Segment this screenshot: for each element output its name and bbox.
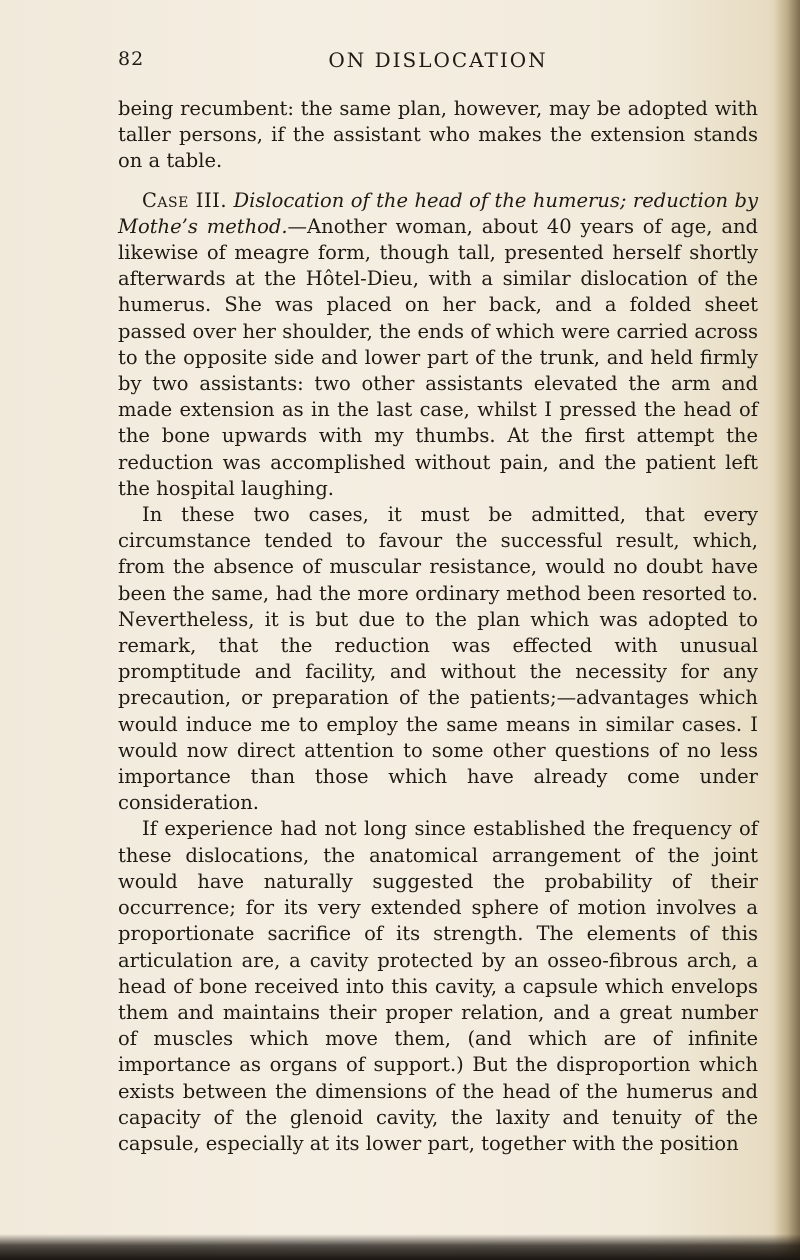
paragraph-continuation: being recumbent: the same plan, however, may be adopted with taller persons, if the assistant who makes the extension stands on a table. bbox=[118, 97, 758, 173]
spine-shadow bbox=[774, 0, 800, 1260]
case-label: Case III. bbox=[142, 188, 228, 212]
page-header bbox=[118, 48, 758, 78]
case-text: —Another woman, about 40 years of age, and likewise of meagre form, though tall, presented herself shortly afterwards at the Hôtel-Dieu, with a similar dislocation of the humerus. She was placed on her back, and a folded sheet passed over her shoulder, the ends of which were carried across to the opposite side and lower part of the trunk, and held firmly by two assistants: two other assistants elevated the arm and made extension as in the last case, whilst I pressed the head of the bone upwards with my thumbs. At the first attempt the reduction was accomplished without pain, and the patient left the hospital laughing. bbox=[118, 214, 758, 500]
page-number: 82 bbox=[118, 48, 145, 70]
page-bottom-edge bbox=[0, 1234, 800, 1260]
paragraph-experience: If experience had not long since established the frequency of these dislocations, the anatomical arrangement of the joint would have naturally suggested the probability of their occurrence; for its very extended sphere of motion involves a proportionate sacrifice of its strength. The elements of this articulation are, a cavity protected by an osseo-fibrous arch, a head of bone received into this cavity, a capsule which envelops them and maintains their proper relation, and a great number of muscles which move them, (and which are of infinite importance as organs of support.) But the disproportion which exists between the dimensions of the head of the humerus and capacity of the glenoid cavity, the laxity and tenuity of the capsule, especially at its lower part, together with the position bbox=[118, 817, 758, 1155]
paragraph-case-three bbox=[118, 188, 758, 502]
case-title: Dislocation of the head of the humerus; reduction by Mothe’s method. bbox=[118, 188, 758, 238]
running-title: ON DISLOCATION bbox=[328, 48, 548, 72]
body-text bbox=[118, 96, 758, 1157]
paragraph-two-cases: In these two cases, it must be admitted, that every circumstance tended to favour the successful result, which, from the absence of muscular resistance, would no doubt have been the same, had the more ordinary method been resorted to. Nevertheless, it is but due to the plan which was adopted to remark, that the reduction was effected with unusual promptitude and facility, and without the necessity for any precaution, or preparation of the patients;—advantages which would induce me to employ the same means in similar cases. I would now direct attention to some other questions of no less importance than those which have already come under consideration. bbox=[118, 503, 758, 815]
